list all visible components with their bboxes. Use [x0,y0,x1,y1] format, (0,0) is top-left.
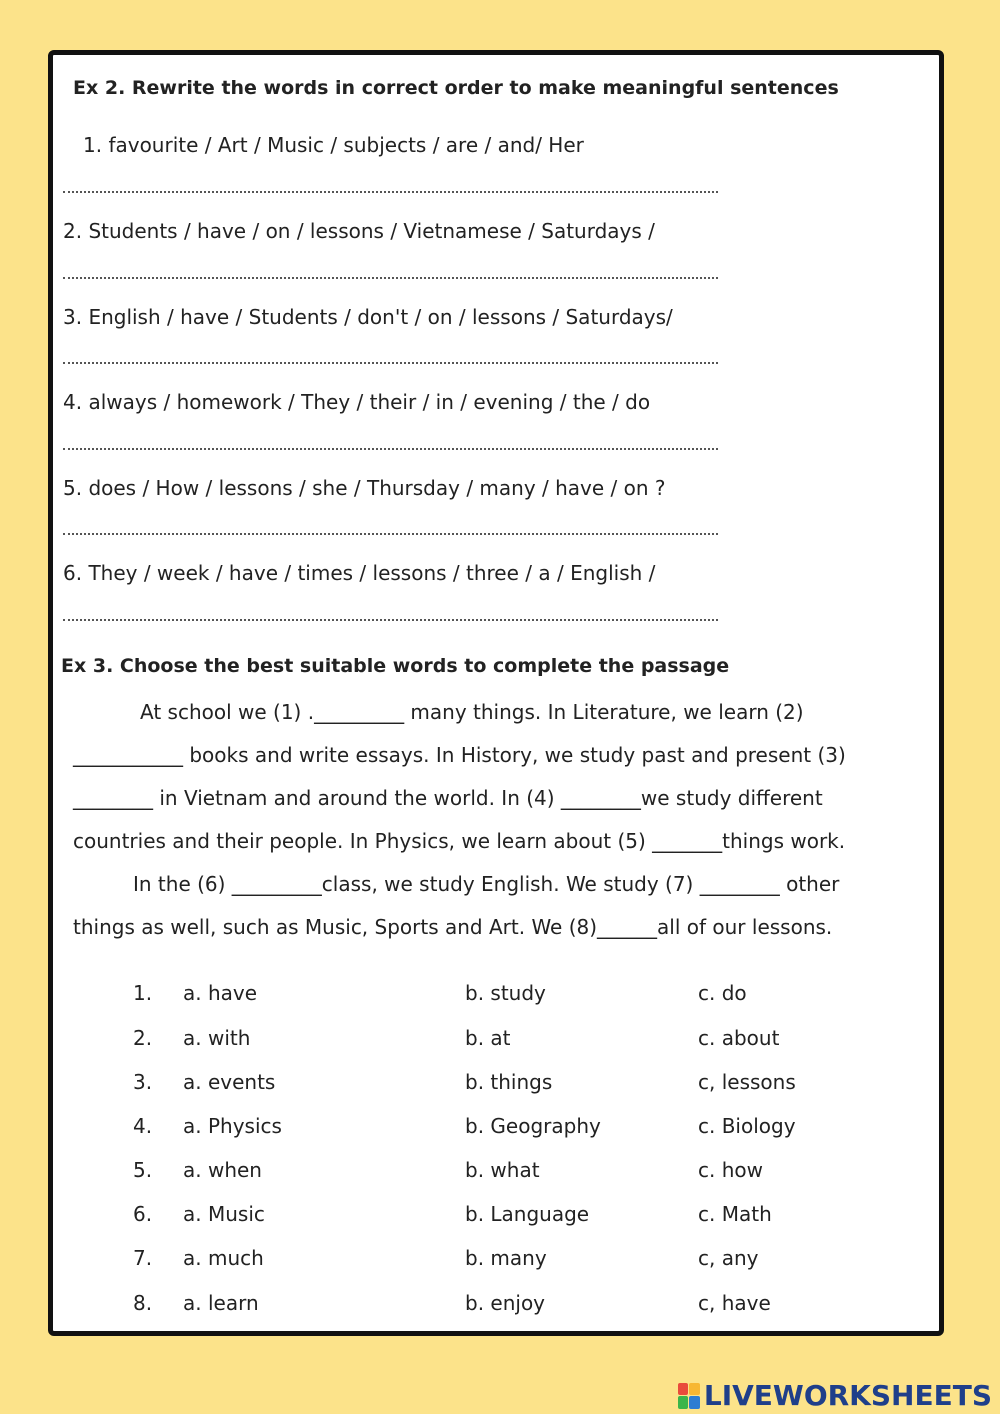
option-b[interactable]: b. Language [465,1202,590,1226]
option-a[interactable]: a. when [183,1158,262,1182]
option-b[interactable]: b. what [465,1158,540,1182]
option-a[interactable]: a. learn [183,1291,259,1315]
liveworksheets-logo-icon [678,1383,700,1409]
ex2-answer-line-2[interactable] [63,277,718,279]
option-b[interactable]: b. study [465,981,546,1005]
option-c[interactable]: c. Biology [698,1114,796,1138]
ex2-answer-line-6[interactable] [63,619,718,621]
ex2-item-5: 5. does / How / lessons / she / Thursday / many / have / on ? [63,476,666,500]
liveworksheets-footer[interactable] [678,1379,992,1412]
worksheet-card [48,50,944,1336]
option-number: 2. [133,1026,153,1050]
option-a[interactable]: a. much [183,1246,264,1270]
ex2-answer-line-5[interactable] [63,533,718,535]
passage-line-4: countries and their people. In Physics, we learn about (5) _______things work. [73,829,846,853]
passage-line-1: At school we (1) ._________ many things. In Literature, we learn (2) [140,700,804,724]
option-a[interactable]: a. have [183,981,258,1005]
ex2-item-2: 2. Students / have / on / lessons / Vietnamese / Saturdays / [63,219,655,243]
ex2-answer-line-4[interactable] [63,448,718,450]
option-b[interactable]: b. Geography [465,1114,601,1138]
option-b[interactable]: b. many [465,1246,547,1270]
option-c[interactable]: c. about [698,1026,780,1050]
ex2-heading: Ex 2. Rewrite the words in correct order to make meaningful sentences [73,77,839,99]
option-b[interactable]: b. things [465,1070,553,1094]
option-a[interactable]: a. Music [183,1202,265,1226]
option-c[interactable]: c, have [698,1291,771,1315]
option-c[interactable]: c, lessons [698,1070,796,1094]
option-a[interactable]: a. with [183,1026,251,1050]
ex2-item-1: 1. favourite / Art / Music / subjects / are / and/ Her [83,133,584,157]
option-b[interactable]: b. at [465,1026,511,1050]
passage-line-3: ________ in Vietnam and around the world. In (4) ________we study different [73,786,823,810]
option-number: 5. [133,1158,153,1182]
option-number: 8. [133,1291,153,1315]
passage-line-5: In the (6) _________class, we study English. We study (7) ________ other [133,872,840,896]
option-number: 1. [133,981,153,1005]
option-a[interactable]: a. Physics [183,1114,282,1138]
passage-line-2: ___________ books and write essays. In History, we study past and present (3) [73,743,846,767]
option-c[interactable]: c. do [698,981,747,1005]
ex3-heading: Ex 3. Choose the best suitable words to complete the passage [61,655,730,677]
option-number: 4. [133,1114,153,1138]
ex2-item-4: 4. always / homework / They / their / in / evening / the / do [63,390,651,414]
option-b[interactable]: b. enjoy [465,1291,546,1315]
brand-name: LIVEWORKSHEETS [703,1379,992,1412]
ex2-item-3: 3. English / have / Students / don't / on / lessons / Saturdays/ [63,305,673,329]
option-number: 6. [133,1202,153,1226]
ex2-answer-line-1[interactable] [63,191,718,193]
option-c[interactable]: c. how [698,1158,763,1182]
passage-line-6: things as well, such as Music, Sports and Art. We (8)______all of our lessons. [73,915,833,939]
option-number: 3. [133,1070,153,1094]
ex2-item-6: 6. They / week / have / times / lessons / three / a / English / [63,561,656,585]
option-c[interactable]: c. Math [698,1202,772,1226]
ex2-answer-line-3[interactable] [63,362,718,364]
option-c[interactable]: c, any [698,1246,759,1270]
option-number: 7. [133,1246,153,1270]
option-a[interactable]: a. events [183,1070,276,1094]
